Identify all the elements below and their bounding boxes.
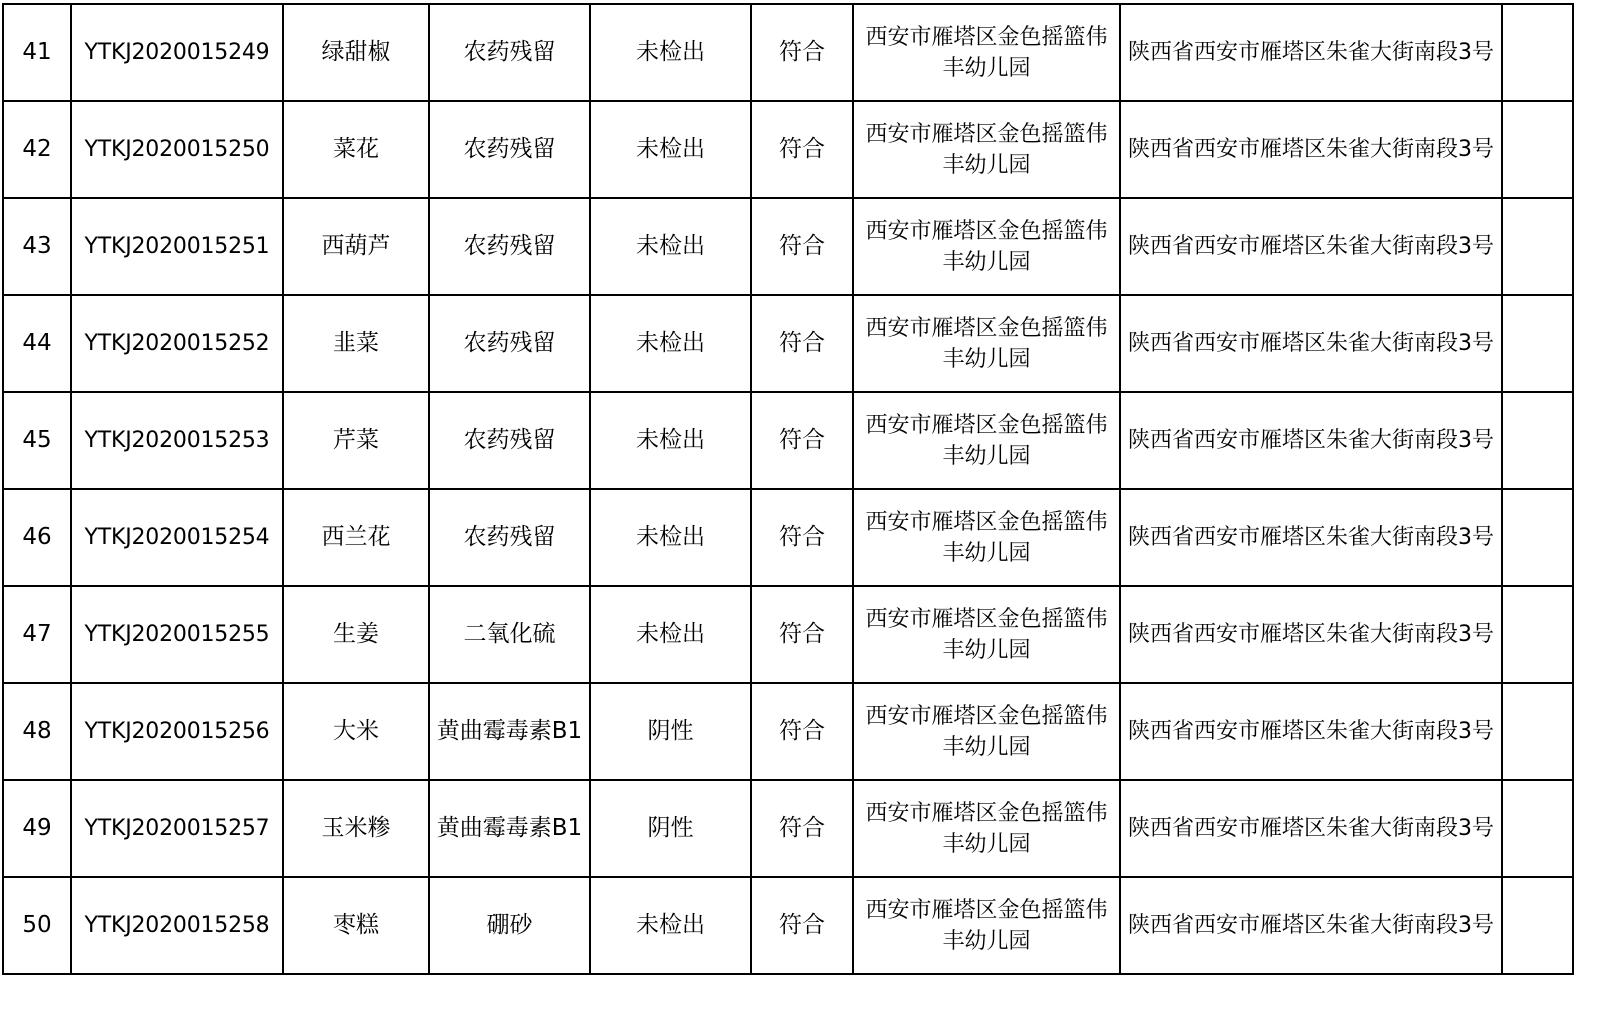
sample-name-cell: 绿甜椒 — [283, 4, 429, 101]
table-row — [3, 877, 1573, 974]
table-row — [3, 198, 1573, 295]
verdict-cell: 符合 — [751, 4, 853, 101]
verdict-cell: 符合 — [751, 780, 853, 877]
remark-cell — [1502, 4, 1573, 101]
unit-address-cell: 陕西省西安市雁塔区朱雀大街南段3号 — [1120, 780, 1502, 877]
sampled-unit-cell: 西安市雁塔区金色摇篮伟丰幼儿园 — [853, 101, 1120, 198]
test-item-cell: 农药残留 — [429, 198, 590, 295]
verdict-cell: 符合 — [751, 295, 853, 392]
sampled-unit-cell: 西安市雁塔区金色摇篮伟丰幼儿园 — [853, 198, 1120, 295]
sample-code-cell: YTKJ2020015254 — [71, 489, 283, 586]
test-item-cell: 硼砂 — [429, 877, 590, 974]
sampled-unit-cell: 西安市雁塔区金色摇篮伟丰幼儿园 — [853, 489, 1120, 586]
unit-address-cell: 陕西省西安市雁塔区朱雀大街南段3号 — [1120, 489, 1502, 586]
verdict-cell: 符合 — [751, 586, 853, 683]
test-result-cell: 未检出 — [590, 295, 751, 392]
remark-cell — [1502, 877, 1573, 974]
table-body — [3, 4, 1573, 974]
sample-name-cell: 生姜 — [283, 586, 429, 683]
row-number-cell: 45 — [3, 392, 71, 489]
row-number-cell: 49 — [3, 780, 71, 877]
sample-name-cell: 西葫芦 — [283, 198, 429, 295]
test-item-cell: 二氧化硫 — [429, 586, 590, 683]
sample-name-cell: 菜花 — [283, 101, 429, 198]
sample-name-cell: 大米 — [283, 683, 429, 780]
table-row — [3, 101, 1573, 198]
sampled-unit-cell: 西安市雁塔区金色摇篮伟丰幼儿园 — [853, 392, 1120, 489]
test-result-cell: 阴性 — [590, 683, 751, 780]
sample-code-cell: YTKJ2020015250 — [71, 101, 283, 198]
unit-address-cell: 陕西省西安市雁塔区朱雀大街南段3号 — [1120, 392, 1502, 489]
row-number-cell: 41 — [3, 4, 71, 101]
remark-cell — [1502, 295, 1573, 392]
verdict-cell: 符合 — [751, 683, 853, 780]
test-result-cell: 未检出 — [590, 489, 751, 586]
verdict-cell: 符合 — [751, 392, 853, 489]
sample-name-cell: 枣糕 — [283, 877, 429, 974]
unit-address-cell: 陕西省西安市雁塔区朱雀大街南段3号 — [1120, 295, 1502, 392]
inspection-results-table — [2, 3, 1574, 975]
test-item-cell: 农药残留 — [429, 4, 590, 101]
row-number-cell: 42 — [3, 101, 71, 198]
test-item-cell: 农药残留 — [429, 101, 590, 198]
sample-code-cell: YTKJ2020015251 — [71, 198, 283, 295]
table-row — [3, 489, 1573, 586]
unit-address-cell: 陕西省西安市雁塔区朱雀大街南段3号 — [1120, 877, 1502, 974]
sample-code-cell: YTKJ2020015255 — [71, 586, 283, 683]
unit-address-cell: 陕西省西安市雁塔区朱雀大街南段3号 — [1120, 101, 1502, 198]
sampled-unit-cell: 西安市雁塔区金色摇篮伟丰幼儿园 — [853, 780, 1120, 877]
row-number-cell: 43 — [3, 198, 71, 295]
sampled-unit-cell: 西安市雁塔区金色摇篮伟丰幼儿园 — [853, 295, 1120, 392]
remark-cell — [1502, 780, 1573, 877]
remark-cell — [1502, 198, 1573, 295]
test-result-cell: 阴性 — [590, 780, 751, 877]
sample-name-cell: 芹菜 — [283, 392, 429, 489]
test-result-cell: 未检出 — [590, 198, 751, 295]
row-number-cell: 46 — [3, 489, 71, 586]
test-item-cell: 农药残留 — [429, 392, 590, 489]
sample-code-cell: YTKJ2020015257 — [71, 780, 283, 877]
remark-cell — [1502, 586, 1573, 683]
test-item-cell: 黄曲霉毒素B1 — [429, 683, 590, 780]
sample-code-cell: YTKJ2020015258 — [71, 877, 283, 974]
unit-address-cell: 陕西省西安市雁塔区朱雀大街南段3号 — [1120, 683, 1502, 780]
sampled-unit-cell: 西安市雁塔区金色摇篮伟丰幼儿园 — [853, 877, 1120, 974]
sample-name-cell: 玉米糁 — [283, 780, 429, 877]
row-number-cell: 44 — [3, 295, 71, 392]
row-number-cell: 47 — [3, 586, 71, 683]
sampled-unit-cell: 西安市雁塔区金色摇篮伟丰幼儿园 — [853, 586, 1120, 683]
test-item-cell: 农药残留 — [429, 489, 590, 586]
table-row — [3, 392, 1573, 489]
remark-cell — [1502, 683, 1573, 780]
row-number-cell: 48 — [3, 683, 71, 780]
sampled-unit-cell: 西安市雁塔区金色摇篮伟丰幼儿园 — [853, 683, 1120, 780]
sample-name-cell: 韭菜 — [283, 295, 429, 392]
table-row — [3, 4, 1573, 101]
remark-cell — [1502, 489, 1573, 586]
verdict-cell: 符合 — [751, 489, 853, 586]
test-result-cell: 未检出 — [590, 586, 751, 683]
verdict-cell: 符合 — [751, 101, 853, 198]
sample-name-cell: 西兰花 — [283, 489, 429, 586]
table-row — [3, 683, 1573, 780]
table-row — [3, 586, 1573, 683]
verdict-cell: 符合 — [751, 198, 853, 295]
remark-cell — [1502, 392, 1573, 489]
test-item-cell: 黄曲霉毒素B1 — [429, 780, 590, 877]
unit-address-cell: 陕西省西安市雁塔区朱雀大街南段3号 — [1120, 198, 1502, 295]
test-result-cell: 未检出 — [590, 4, 751, 101]
sample-code-cell: YTKJ2020015252 — [71, 295, 283, 392]
sample-code-cell: YTKJ2020015256 — [71, 683, 283, 780]
verdict-cell: 符合 — [751, 877, 853, 974]
unit-address-cell: 陕西省西安市雁塔区朱雀大街南段3号 — [1120, 4, 1502, 101]
unit-address-cell: 陕西省西安市雁塔区朱雀大街南段3号 — [1120, 586, 1502, 683]
table-row — [3, 295, 1573, 392]
test-result-cell: 未检出 — [590, 101, 751, 198]
test-item-cell: 农药残留 — [429, 295, 590, 392]
row-number-cell: 50 — [3, 877, 71, 974]
sample-code-cell: YTKJ2020015253 — [71, 392, 283, 489]
test-result-cell: 未检出 — [590, 392, 751, 489]
table-row — [3, 780, 1573, 877]
sample-code-cell: YTKJ2020015249 — [71, 4, 283, 101]
test-result-cell: 未检出 — [590, 877, 751, 974]
sampled-unit-cell: 西安市雁塔区金色摇篮伟丰幼儿园 — [853, 4, 1120, 101]
remark-cell — [1502, 101, 1573, 198]
